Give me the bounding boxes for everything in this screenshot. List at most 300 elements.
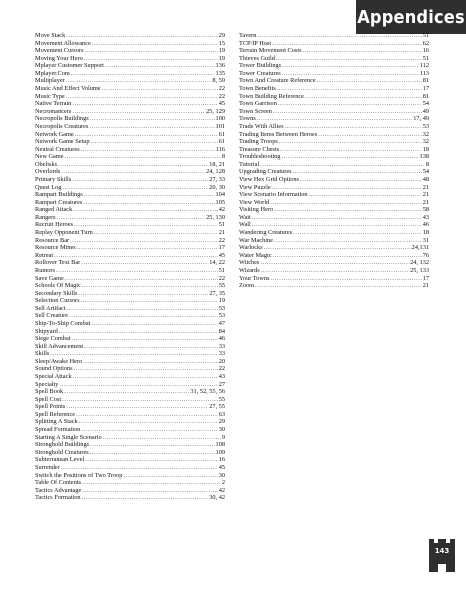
index-term: Wandering Creatures bbox=[239, 229, 293, 237]
index-term: Spell Points bbox=[35, 403, 66, 411]
dot-leader bbox=[81, 259, 208, 267]
dot-leader bbox=[83, 199, 214, 207]
index-entry bbox=[239, 47, 429, 55]
index-term: Overlords bbox=[35, 168, 61, 176]
index-entry bbox=[35, 70, 225, 78]
index-entry bbox=[35, 403, 225, 411]
index-entry bbox=[35, 214, 225, 222]
index-page-refs: 32 bbox=[422, 130, 429, 138]
index-term: Move Stack bbox=[35, 32, 66, 39]
index-entry bbox=[35, 131, 225, 139]
dot-leader bbox=[64, 388, 189, 396]
index-page-refs: 76 bbox=[422, 251, 429, 259]
dot-leader bbox=[71, 70, 215, 78]
index-page-refs: 22 bbox=[218, 85, 225, 93]
index-term: Siege Combat bbox=[35, 335, 71, 343]
index-entry bbox=[239, 252, 429, 260]
index-entry bbox=[239, 40, 429, 48]
index-page-refs: 25, 133 bbox=[410, 266, 429, 274]
index-term: Tactics Advantage bbox=[35, 486, 82, 494]
dot-leader bbox=[272, 184, 422, 192]
dot-leader bbox=[278, 100, 422, 108]
dot-leader bbox=[83, 358, 218, 366]
index-term: Skill Advancement bbox=[35, 342, 84, 350]
index-page-refs: 22 bbox=[218, 236, 225, 244]
index-page-refs: 63 bbox=[218, 410, 225, 418]
index-page-refs: 138 bbox=[419, 153, 429, 161]
dot-leader bbox=[84, 343, 218, 351]
index-term: Starting A Single Scenario bbox=[35, 433, 102, 441]
index-term: Tower Creatures bbox=[239, 69, 281, 77]
index-page-refs: 21 bbox=[218, 229, 225, 237]
dot-leader bbox=[72, 176, 208, 184]
index-entry bbox=[35, 441, 225, 449]
index-entry bbox=[239, 108, 429, 116]
index-term: Spread Formation bbox=[35, 426, 81, 434]
index-entry bbox=[239, 100, 429, 108]
dot-leader bbox=[103, 434, 221, 442]
index-term: View World bbox=[239, 198, 270, 206]
index-entry bbox=[35, 47, 225, 55]
index-page-refs: 32 bbox=[422, 138, 429, 146]
index-page-refs: 45 bbox=[218, 251, 225, 259]
index-entry bbox=[35, 350, 225, 358]
page-header bbox=[0, 0, 466, 34]
index-term: Native Terrain bbox=[35, 100, 72, 108]
index-page-refs: 22 bbox=[218, 92, 225, 100]
dot-leader bbox=[70, 237, 218, 245]
index-term: Movement Allowance bbox=[35, 39, 91, 47]
index-term: Necropolis Creatures bbox=[35, 122, 89, 130]
index-entry bbox=[239, 191, 429, 199]
dot-leader bbox=[270, 275, 421, 283]
dot-leader bbox=[57, 214, 205, 222]
index-entry bbox=[35, 426, 225, 434]
index-page-refs: 8 bbox=[221, 153, 225, 161]
dot-leader bbox=[85, 456, 218, 464]
index-page-refs: 25, 129 bbox=[206, 107, 225, 115]
index-term: Upgrading Creatures bbox=[239, 168, 292, 176]
dot-leader bbox=[54, 252, 218, 260]
dot-leader bbox=[67, 305, 218, 313]
index-page-refs: 51 bbox=[218, 221, 225, 229]
dot-leader bbox=[84, 47, 217, 55]
index-entry bbox=[239, 206, 429, 214]
index-page-refs: 47 bbox=[218, 319, 225, 327]
page-number-badge bbox=[427, 536, 457, 572]
index-page-refs: 42 bbox=[218, 486, 225, 494]
index-entry bbox=[35, 456, 225, 464]
index-term: Wizards bbox=[239, 266, 260, 274]
index-page-refs: 17 bbox=[422, 85, 429, 93]
dot-leader bbox=[261, 267, 409, 275]
dot-leader bbox=[282, 62, 419, 70]
index-term: Spell Book bbox=[35, 388, 64, 396]
index-term: Splitting A Stack bbox=[35, 418, 78, 426]
dot-leader bbox=[50, 350, 217, 358]
index-term: Zoom bbox=[239, 282, 255, 290]
index-term: Quest Log bbox=[35, 183, 62, 191]
dot-leader bbox=[255, 282, 422, 290]
dot-leader bbox=[279, 138, 422, 146]
index-page-refs: 54 bbox=[422, 100, 429, 108]
index-page-refs: 42 bbox=[218, 206, 225, 214]
index-term: Rampart Creatures bbox=[35, 198, 83, 206]
index-page-refs: 58 bbox=[422, 206, 429, 214]
index-page-refs: 21 bbox=[422, 183, 429, 191]
index-entry bbox=[239, 214, 429, 222]
index-entry bbox=[35, 343, 225, 351]
index-entry bbox=[35, 297, 225, 305]
index-page-refs: 18, 21 bbox=[209, 160, 225, 168]
index-page-refs: 43 bbox=[218, 373, 225, 381]
dot-leader bbox=[75, 131, 218, 139]
dot-leader bbox=[305, 93, 422, 101]
index-entry bbox=[35, 494, 225, 502]
index-term: Sleep/Awake Hero bbox=[35, 357, 83, 365]
index-term: Warlocks bbox=[239, 244, 263, 252]
dot-leader bbox=[61, 464, 218, 472]
dot-leader bbox=[260, 161, 425, 169]
index-term: View Scenario Information bbox=[239, 191, 308, 199]
index-page-refs: 105 bbox=[215, 198, 225, 206]
index-term: Trading Troops bbox=[239, 138, 278, 146]
index-entry bbox=[35, 388, 225, 396]
index-entry bbox=[35, 191, 225, 199]
index-page-refs: 136 bbox=[215, 62, 225, 70]
index-term: Tavern bbox=[239, 32, 257, 39]
dot-leader bbox=[257, 32, 421, 40]
index-entry bbox=[35, 472, 225, 480]
dot-leader bbox=[91, 138, 218, 146]
dot-leader bbox=[58, 161, 208, 169]
dot-leader bbox=[273, 108, 422, 116]
dot-leader bbox=[252, 221, 422, 229]
index-entry bbox=[239, 168, 429, 176]
index-entry bbox=[35, 267, 225, 275]
dot-leader bbox=[300, 176, 422, 184]
index-term: Rumors bbox=[35, 266, 55, 274]
index-term: Sell Creature bbox=[35, 312, 69, 320]
index-term: Switch the Positions of Two Troop bbox=[35, 471, 123, 479]
index-term: Witches bbox=[239, 259, 260, 267]
index-entry bbox=[35, 373, 225, 381]
index-term: Trade With Allies bbox=[239, 122, 284, 130]
index-entry bbox=[35, 434, 225, 442]
index-term: Ship-To-Ship Combat bbox=[35, 319, 91, 327]
dot-leader bbox=[82, 487, 217, 495]
index-page-refs: 46 bbox=[422, 221, 429, 229]
index-entry bbox=[35, 487, 225, 495]
index-page-refs: 16 bbox=[422, 47, 429, 55]
dot-leader bbox=[82, 479, 221, 487]
index-term: Sound Options bbox=[35, 365, 73, 373]
index-term: Rangers bbox=[35, 213, 56, 221]
index-entry bbox=[35, 146, 225, 154]
index-page-refs: 16 bbox=[218, 456, 225, 464]
index-page-refs: 21 bbox=[422, 191, 429, 199]
index-page-refs: 53 bbox=[422, 122, 429, 130]
index-term: Tower Buildings bbox=[239, 62, 282, 70]
index-page-refs: 61 bbox=[218, 138, 225, 146]
index-page-refs: 48 bbox=[422, 175, 429, 183]
index-page-refs: 8, 59 bbox=[212, 77, 225, 85]
index-entry bbox=[239, 32, 429, 40]
page-number: 143 bbox=[434, 547, 450, 555]
index-page-refs: 22 bbox=[218, 365, 225, 373]
index-entry bbox=[35, 449, 225, 457]
index-entry bbox=[35, 40, 225, 48]
dot-leader bbox=[61, 168, 205, 176]
dot-leader bbox=[264, 244, 411, 252]
index-term: Water Magic bbox=[239, 251, 272, 259]
dot-leader bbox=[274, 206, 422, 214]
index-page-refs: 101 bbox=[215, 122, 225, 130]
index-term: Tutorial bbox=[239, 160, 260, 168]
index-page-refs: 84 bbox=[218, 327, 225, 335]
index-term: Schools Of Magic bbox=[35, 282, 81, 290]
dot-leader bbox=[66, 403, 208, 411]
dot-leader bbox=[285, 123, 422, 131]
index-term: Stronghold Creatures bbox=[35, 448, 89, 456]
dot-leader bbox=[252, 214, 422, 222]
index-term: Wall bbox=[239, 221, 251, 229]
index-page-refs: 55 bbox=[218, 282, 225, 290]
index-page-refs: 49 bbox=[422, 107, 429, 115]
index-entry bbox=[35, 153, 225, 161]
dot-leader bbox=[69, 312, 218, 320]
index-entry bbox=[239, 138, 429, 146]
index-term: Rampart Buildings bbox=[35, 191, 83, 199]
index-entry bbox=[239, 93, 429, 101]
index-entry bbox=[239, 77, 429, 85]
index-entry bbox=[35, 138, 225, 146]
index-term: Troubleshooting bbox=[239, 153, 281, 161]
dot-leader bbox=[84, 191, 215, 199]
dot-leader bbox=[102, 85, 218, 93]
index-page-refs: 100 bbox=[215, 115, 225, 123]
index-term: Trading Items Between Heroes bbox=[239, 130, 318, 138]
index-page-refs: 45 bbox=[218, 100, 225, 108]
index-entry bbox=[239, 275, 429, 283]
index-term: Resource Mines bbox=[35, 244, 76, 252]
index-term: Music And Effect Volume bbox=[35, 85, 101, 93]
index-page-refs: 113 bbox=[419, 69, 429, 77]
index-term: Thieves Guild bbox=[239, 54, 275, 62]
dot-leader bbox=[270, 199, 421, 207]
index-page-refs: 17 bbox=[218, 244, 225, 252]
index-page-refs: 55 bbox=[218, 395, 225, 403]
index-term: Replay Opponent Turn bbox=[35, 229, 93, 237]
index-page-refs: 19 bbox=[218, 54, 225, 62]
index-term: Obelisks bbox=[35, 160, 58, 168]
index-term: Town Benefits bbox=[239, 85, 276, 93]
dot-leader bbox=[66, 93, 218, 101]
index-entry bbox=[35, 464, 225, 472]
index-entry bbox=[35, 176, 225, 184]
index-term: Necropolis Buildings bbox=[35, 115, 89, 123]
index-term: Save Game bbox=[35, 274, 64, 282]
dot-leader bbox=[309, 191, 422, 199]
index-entry bbox=[35, 396, 225, 404]
dot-leader bbox=[84, 55, 218, 63]
index-term: Necromancers bbox=[35, 107, 72, 115]
index-entry bbox=[239, 131, 429, 139]
index-term: Selection Cursors bbox=[35, 297, 80, 305]
index-term: Terrain Movement Costs bbox=[239, 47, 302, 55]
index-term: Moving Your Hero bbox=[35, 54, 83, 62]
dot-leader bbox=[91, 320, 217, 328]
index-page-refs: 20 bbox=[218, 357, 225, 365]
index-term: Recruit Heroes bbox=[35, 221, 73, 229]
index-page-refs: 24, 132 bbox=[410, 259, 429, 267]
dot-leader bbox=[65, 275, 218, 283]
index-entry bbox=[35, 55, 225, 63]
dot-leader bbox=[73, 373, 218, 381]
index-term: Neutral Creatures bbox=[35, 145, 80, 153]
index-term: Towns bbox=[239, 115, 256, 123]
index-entry bbox=[239, 123, 429, 131]
index-term: Rollover Text Bar bbox=[35, 259, 81, 267]
index-page-refs: 81 bbox=[422, 77, 429, 85]
dot-leader bbox=[62, 396, 218, 404]
index-entry bbox=[239, 62, 429, 70]
index-page-refs: 45 bbox=[218, 463, 225, 471]
index-page-refs: 46 bbox=[218, 335, 225, 343]
index-term: TCP/IP Host bbox=[239, 39, 272, 47]
index-entry bbox=[239, 153, 429, 161]
index-page-refs: 24,131 bbox=[411, 244, 429, 252]
index-entry bbox=[35, 229, 225, 237]
index-entry bbox=[35, 199, 225, 207]
index-entry bbox=[239, 146, 429, 154]
dot-leader bbox=[66, 32, 217, 40]
dot-leader bbox=[277, 85, 422, 93]
index-entry bbox=[35, 123, 225, 131]
index-term: View Hex Grid Options bbox=[239, 175, 299, 183]
index-entry bbox=[239, 85, 429, 93]
index-term: Specialty bbox=[35, 380, 59, 388]
dot-leader bbox=[272, 40, 422, 48]
index-entry bbox=[35, 290, 225, 298]
index-term: Mplayer Customer Support bbox=[35, 62, 104, 70]
index-page-refs: 51 bbox=[422, 32, 429, 39]
index-page-refs: 62 bbox=[422, 39, 429, 47]
dot-leader bbox=[274, 237, 422, 245]
index-page-refs: 33 bbox=[218, 350, 225, 358]
index-page-refs: 104 bbox=[215, 191, 225, 199]
index-page-refs: 19 bbox=[218, 47, 225, 55]
dot-leader bbox=[82, 494, 209, 502]
index-term: Network Game Setup bbox=[35, 138, 90, 146]
index-page-refs: 31 bbox=[422, 236, 429, 244]
dot-leader bbox=[276, 55, 422, 63]
index-entry bbox=[35, 62, 225, 70]
index-column-left bbox=[35, 32, 225, 502]
index-term: Music Type bbox=[35, 92, 65, 100]
index-entry bbox=[35, 115, 225, 123]
index-entry bbox=[35, 108, 225, 116]
index-entry bbox=[35, 320, 225, 328]
index-entry bbox=[35, 328, 225, 336]
dot-leader bbox=[72, 335, 218, 343]
index-term: Spell Cost bbox=[35, 395, 62, 403]
index-page-refs: 15 bbox=[218, 39, 225, 47]
index-term: Surrender bbox=[35, 463, 60, 471]
index-term: Secondary Skills bbox=[35, 289, 78, 297]
dot-leader bbox=[66, 77, 212, 85]
index-page-refs: 81 bbox=[422, 92, 429, 100]
dot-leader bbox=[65, 153, 221, 161]
index-term: New Game bbox=[35, 153, 64, 161]
index-page-refs: 22 bbox=[218, 274, 225, 282]
dot-leader bbox=[72, 108, 205, 116]
dot-leader bbox=[81, 426, 217, 434]
index-entry bbox=[35, 479, 225, 487]
index-page-refs: 116 bbox=[215, 145, 225, 153]
index-entry bbox=[35, 418, 225, 426]
dot-leader bbox=[59, 381, 217, 389]
index-term: Ranged Attack bbox=[35, 206, 73, 214]
index-entry bbox=[239, 199, 429, 207]
index-page-refs: 21 bbox=[422, 282, 429, 290]
dot-leader bbox=[105, 62, 215, 70]
index-page-refs: 33 bbox=[218, 342, 225, 350]
index-page-refs: 21 bbox=[422, 198, 429, 206]
index-entry bbox=[239, 176, 429, 184]
dot-leader bbox=[76, 411, 218, 419]
index-page-refs: 25, 130 bbox=[206, 213, 225, 221]
dot-leader bbox=[280, 146, 422, 154]
index-term: Town Screen bbox=[239, 107, 272, 115]
index-term: Tactics Formation bbox=[35, 494, 81, 502]
section-title: Appendices bbox=[356, 0, 466, 34]
index-entry bbox=[239, 161, 429, 169]
index-term: Table Of Contents bbox=[35, 479, 82, 487]
dot-leader bbox=[318, 131, 421, 139]
index-page-refs: 51 bbox=[422, 54, 429, 62]
index-page-refs: 2 bbox=[221, 479, 225, 487]
dot-leader bbox=[82, 282, 218, 290]
dot-leader bbox=[94, 229, 218, 237]
index-page-refs: 29 bbox=[218, 418, 225, 426]
index-page-refs: 20, 30 bbox=[209, 183, 225, 191]
dot-leader bbox=[77, 244, 218, 252]
index-term: Primary Skills bbox=[35, 175, 72, 183]
index-page-refs: 27 bbox=[218, 380, 225, 388]
index-page-refs: 30 bbox=[218, 426, 225, 434]
dot-leader bbox=[123, 472, 217, 480]
index-term: Treasure Chests bbox=[239, 145, 280, 153]
index-term: View Puzzle bbox=[239, 183, 271, 191]
dot-leader bbox=[62, 184, 208, 192]
dot-leader bbox=[90, 115, 215, 123]
index-page-refs: 18 bbox=[422, 229, 429, 237]
index-page-refs: 8 bbox=[425, 160, 429, 168]
index-term: Multiplayer bbox=[35, 77, 65, 85]
dot-leader bbox=[72, 100, 217, 108]
dot-leader bbox=[74, 365, 218, 373]
dot-leader bbox=[59, 328, 218, 336]
index-entry bbox=[239, 55, 429, 63]
dot-leader bbox=[273, 252, 422, 260]
dot-leader bbox=[74, 221, 218, 229]
index-term: Your Towns bbox=[239, 274, 270, 282]
index-page-refs: 17 bbox=[422, 274, 429, 282]
index-term: Town And Creature Reference bbox=[239, 77, 316, 85]
index-page-refs: 29 bbox=[218, 32, 225, 39]
index-term: Visiting Hero bbox=[239, 206, 274, 214]
